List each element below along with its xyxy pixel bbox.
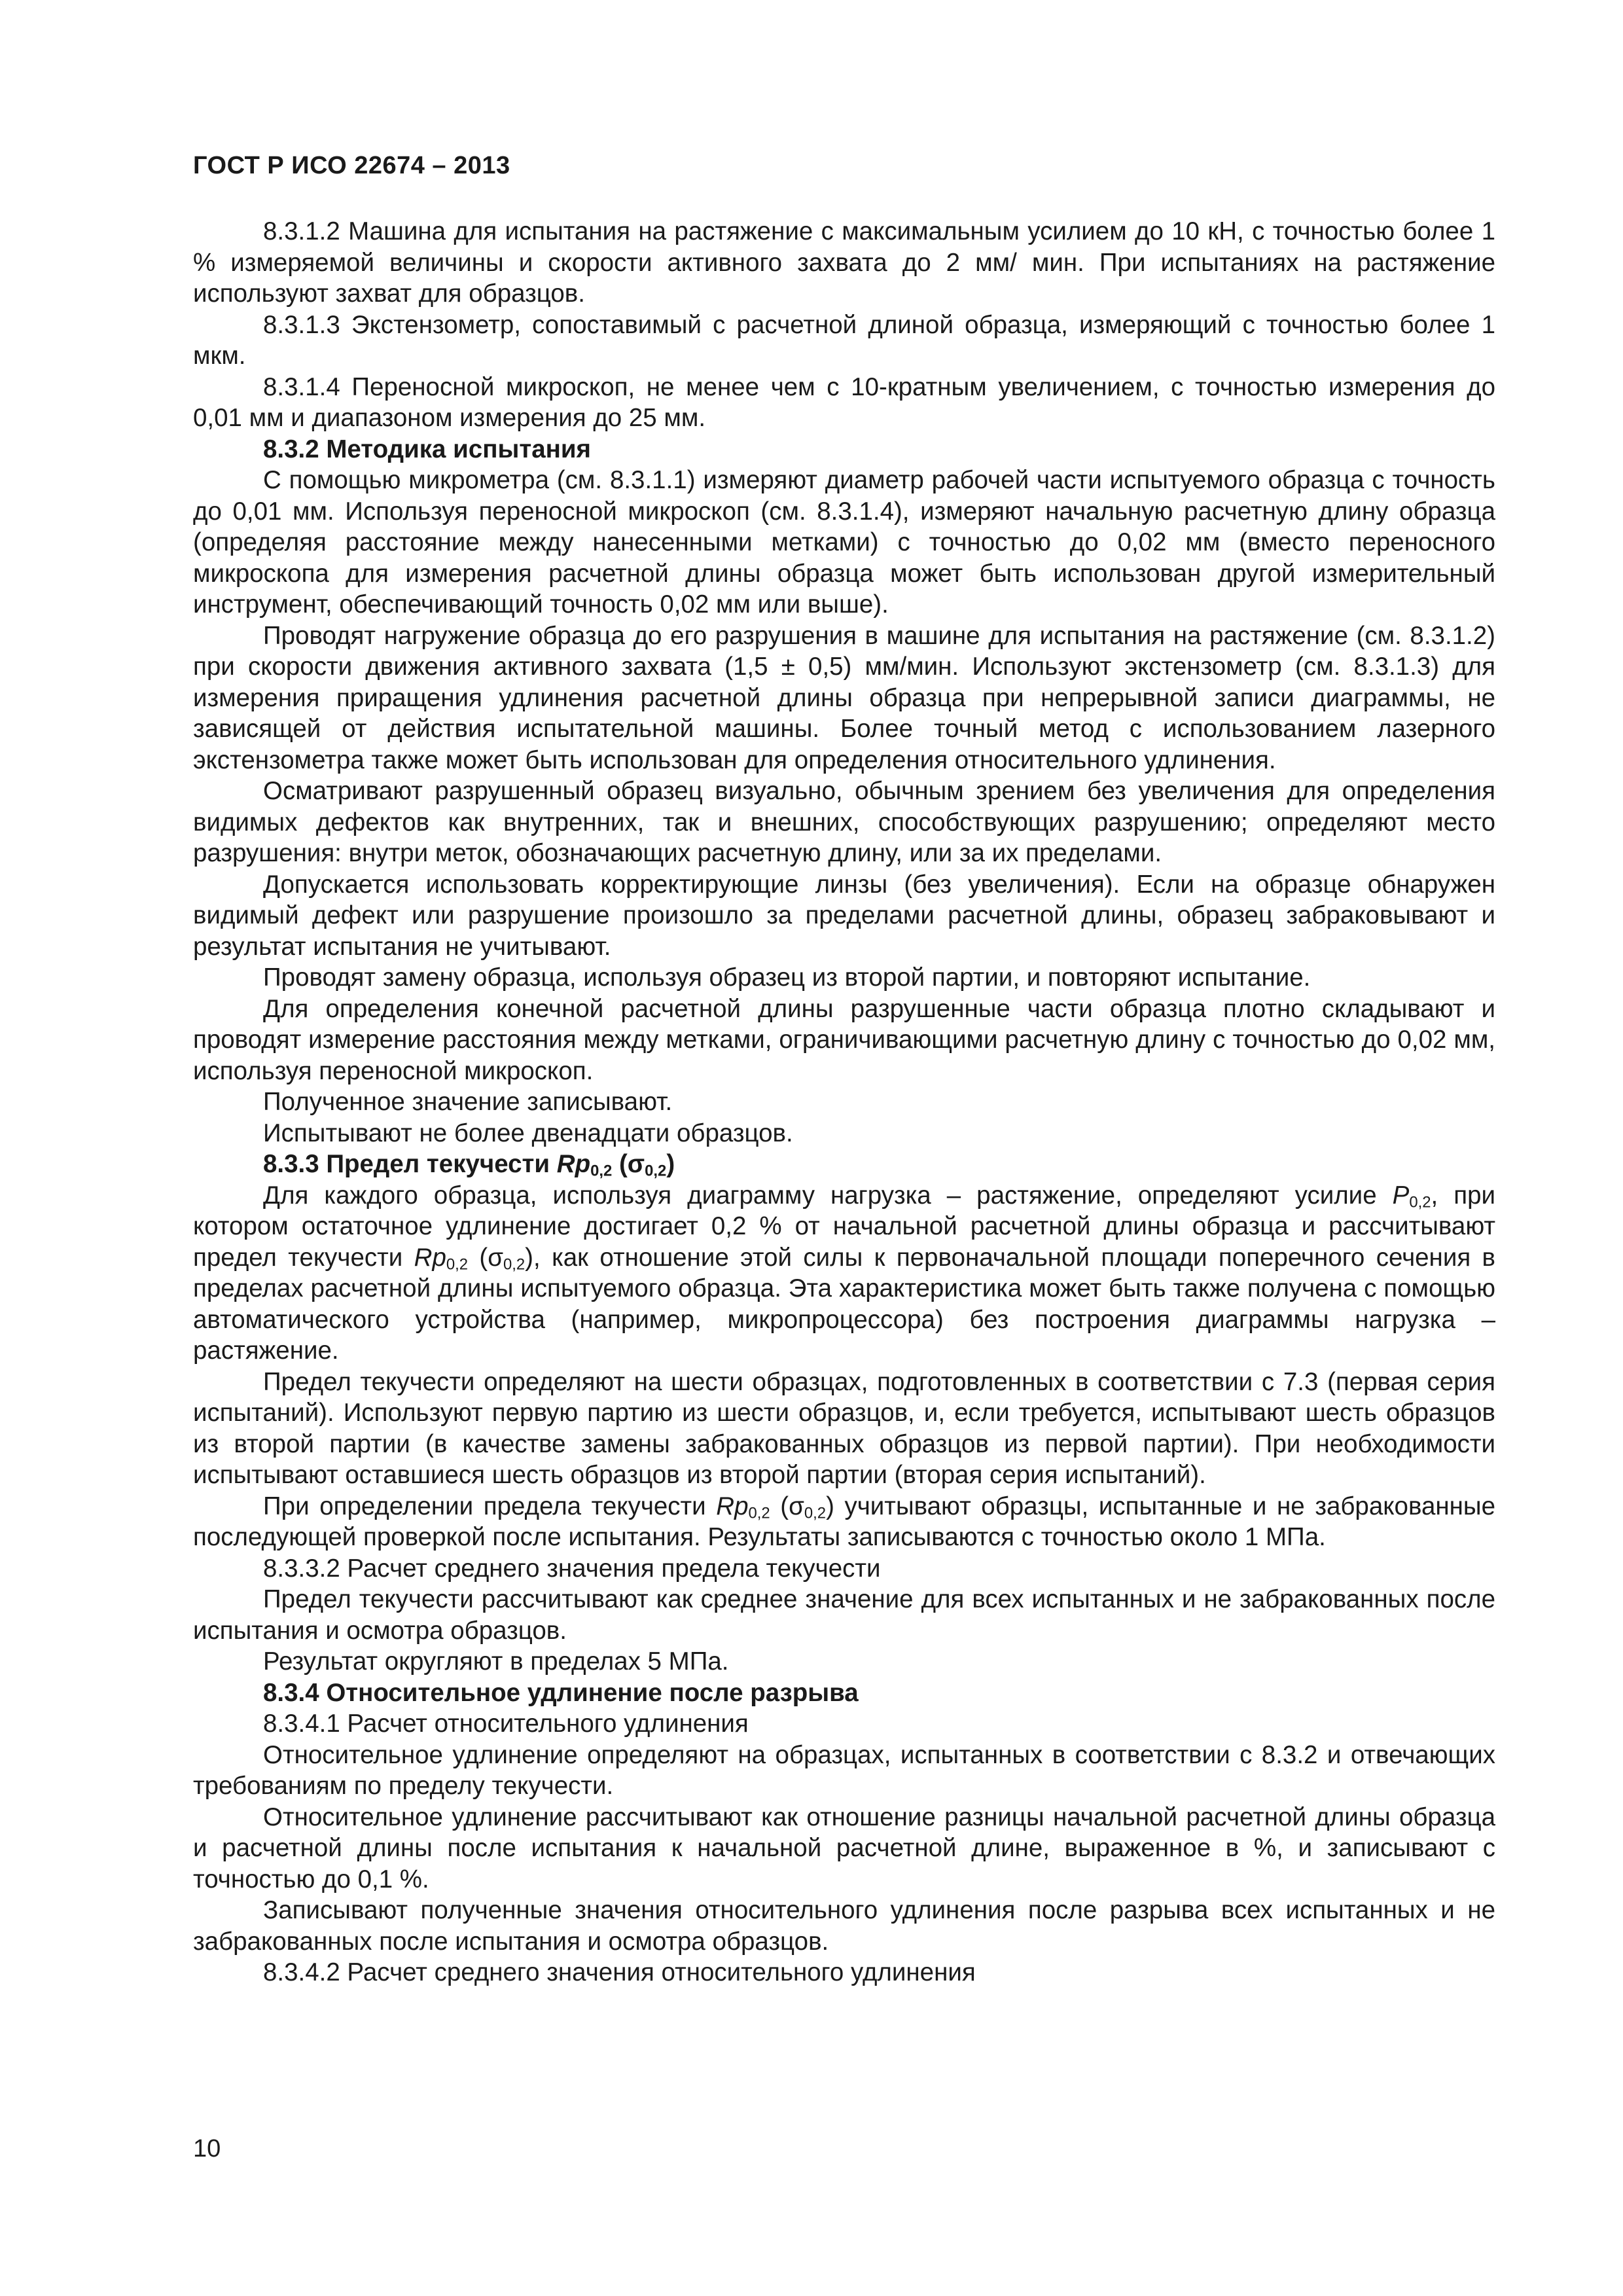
sigma-symbol: σ [627, 1150, 645, 1178]
paragraph-final-length: Для определения конечной расчетной длины разрушенные части образца плотно складывают и проводят измерение расстояния между метками, ограничивающими расчетную длину с точностью до 0,02 мм, используя переносной микроскоп. [193, 994, 1495, 1085]
paren-close: ) [826, 1492, 834, 1520]
text-part: При определении предела текучести [263, 1492, 717, 1520]
heading-8-3-3 [193, 1149, 1495, 1180]
rp-subscript: 0,2 [446, 1255, 469, 1273]
paragraph-8-3-1-2: 8.3.1.2 Машина для испытания на растяжение с максимальным усилием до 10 кН, с точностью более 1 % измеряемой величины и скорости активного захвата до 2 мм/ мин. При испытаниях на растяжение используют захват для образцов. [193, 217, 1495, 308]
paragraph-elongation-samples: Относительное удлинение определяют на образцах, испытанных в соответствии с 8.3.2 и отвечающих требованиям по пределу текучести. [193, 1740, 1495, 1800]
text-part: учитывают образцы, испытанные и не забракованные последующей проверкой после испытания. Результаты записываются с точностью около 1 МПа. [193, 1492, 1495, 1551]
heading-8-3-4: 8.3.4 Относительное удлинение после разрыва [263, 1678, 859, 1707]
text-part: Для каждого образца, используя диаграмму нагрузка – растяжение, определяют усилие [263, 1181, 1393, 1210]
paragraph-replacement: Проводят замену образца, используя образец из второй партии, и повторяют испытание. [263, 963, 1311, 992]
paragraph-elongation-calc: Относительное удлинение рассчитывают как отношение разницы начальной расчетной длины образца и расчетной длины после испытания к начальной расчетной длине, выраженное в %, и записывают с точностью до 0,1 %. [193, 1803, 1495, 1893]
space [770, 1492, 781, 1520]
paren-open: ( [479, 1243, 488, 1272]
paragraph-max-samples: Испытывают не более двенадцати образцов. [263, 1119, 793, 1147]
paragraph-lenses: Допускается использовать корректирующие линзы (без увеличения). Если на образце обнаружен видимый дефект или разрушение произошло за пределами расчетной длины, образец забраковывают и результат испытания не учитывают. [193, 870, 1495, 961]
document-header: ГОСТ Р ИСО 22674 – 2013 [193, 152, 510, 179]
paragraph-8-3-1-3: 8.3.1.3 Экстензометр, сопоставимый с расчетной длиной образца, измеряющий с точностью более 1 мкм. [193, 310, 1495, 370]
paragraph-determination [193, 1491, 1495, 1553]
paragraph-8-3-1-4: 8.3.1.4 Переносной микроскоп, не менее чем с 10-кратным увеличением, с точностью измерения до 0,01 мм и диапазоном измерения до 25 мм. [193, 372, 1495, 432]
p-subscript: 0,2 [1409, 1193, 1431, 1211]
paren-close: ) [525, 1243, 533, 1272]
paragraph-8-3-3-2: 8.3.3.2 Расчет среднего значения предела текучести [263, 1554, 881, 1583]
paragraph-micrometer: С помощью микрометра (см. 8.3.1.1) измеряют диаметр рабочей части испытуемого образца с точность до 0,01 мм. Используя переносной микроскоп (см. 8.3.1.4), измеряют начальную расчетную длину образца (определяя расстояние между нанесенными метками) с точностью до 0,02 мм (вместо переносного микроскопа для измерения расчетной длины образца может быть использован другой измерительный инструмент, обеспечивающий точность 0,02 мм или выше). [193, 466, 1495, 619]
paragraph-record: Полученное значение записывают. [263, 1088, 673, 1116]
text-part: , как отношение этой силы к первоначальной площади поперечного сечения в пределах расчетной длины испытуемого образца. Эта характеристика может быть также получена с помощью автоматического устройства (например, микропроцессора) без построения диаграммы нагрузка – растяжение. [193, 1243, 1496, 1365]
paren-close: ) [666, 1150, 675, 1178]
heading-8-3-3-text: 8.3.3 Предел текучести [263, 1150, 557, 1178]
paragraph-average-yield: Предел текучести рассчитывают как среднее значение для всех испытанных и не забракованных после испытания и осмотра образцов. [193, 1585, 1495, 1645]
p-symbol: P [1392, 1181, 1410, 1210]
paragraph-yield-force [193, 1180, 1495, 1367]
paragraph-elongation-record: Записывают полученные значения относительного удлинения после разрыва всех испытанных и не забракованных после испытания и осмотра образцов. [193, 1896, 1495, 1956]
document-body [193, 216, 1495, 1988]
rp-subscript: 0,2 [748, 1503, 770, 1522]
paragraph-loading: Проводят нагружение образца до его разрушения в машине для испытания на растяжение (см. 8.3.1.2) при скорости движения активного захвата (1,5 ± 0,5) мм/мин. Используют экстензометр (см. 8.3.1.3) для измерения приращения удлинения расчетной длины образца при непрерывной записи диаграммы, не зависящей от действия испытательной машины. Более точный метод с использованием лазерного экстензометра также может быть использован для определения относительного удлинения. [193, 621, 1495, 774]
paragraph-inspection: Осматривают разрушенный образец визуально, обычным зрением без увеличения для определения видимых дефектов как внутренних, так и внешних, способствующих разрушению; определяют место разрушения: внутри меток, обозначающих расчетную длину, или за их пределами. [193, 777, 1495, 867]
paragraph-rounding: Результат округляют в пределах 5 МПа. [263, 1647, 729, 1676]
sigma-subscript: 0,2 [804, 1503, 827, 1522]
rp-symbol: Rp [414, 1243, 446, 1272]
paragraph-8-3-4-1: 8.3.4.1 Расчет относительного удлинения [263, 1710, 749, 1738]
sigma-subscript: 0,2 [645, 1162, 667, 1180]
paren-open: ( [780, 1492, 789, 1520]
paragraph-8-3-4-2: 8.3.4.2 Расчет среднего значения относительного удлинения [263, 1958, 976, 1986]
paragraph-six-samples: Предел текучести определяют на шести образцах, подготовленных в соответствии с 7.3 (первая серия испытаний). Используют первую партию из шести образцов, и, если требуется, испытывают шесть образцов из второй партии (в качестве замены забракованных образцов из первой партии). При необходимости испытывают оставшиеся шесть образцов из второй партии (вторая серия испытаний). [193, 1367, 1495, 1489]
sigma-symbol: σ [488, 1243, 503, 1272]
heading-8-3-2: 8.3.2 Методика испытания [263, 435, 592, 463]
page-number: 10 [193, 2135, 221, 2162]
space [468, 1244, 479, 1272]
rp-symbol: Rp [556, 1150, 591, 1178]
text-part: , при котором остаточное удлинение достигает 0,2 % от начальной расчетной длины образца и рассчитывают предел текучести [193, 1181, 1495, 1272]
paren-open: ( [618, 1150, 628, 1178]
space [612, 1150, 619, 1178]
sigma-symbol: σ [789, 1492, 804, 1520]
rp-subscript: 0,2 [590, 1162, 613, 1180]
rp-symbol: Rp [716, 1492, 749, 1520]
sigma-subscript: 0,2 [503, 1255, 526, 1273]
